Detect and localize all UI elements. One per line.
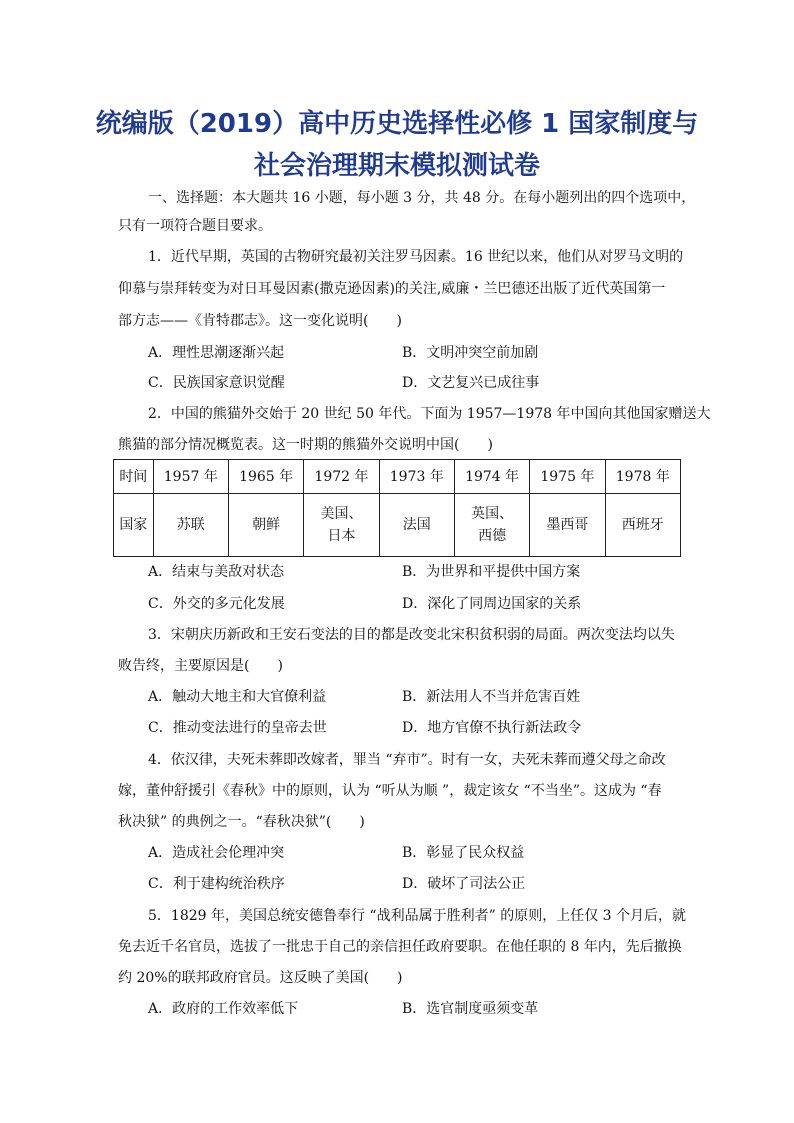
- question-5-option-a: A．政府的工作效率低下: [148, 1001, 299, 1017]
- table-row: [114, 460, 681, 494]
- question-2-option-a: A．结束与美敌对状态: [148, 564, 285, 580]
- table-cell: 墨西哥: [530, 494, 605, 557]
- question-1-option-b: B．文明冲突空前加剧: [402, 345, 539, 361]
- table-header-cell: 1972 年: [304, 460, 379, 494]
- table-cell-line: 美国、: [320, 506, 363, 522]
- table-cell: 朝鲜: [228, 494, 303, 557]
- question-4-text: 4．依汉律，夫死未葬即改嫁者，罪当 “弃市”。时有一女，夫死未葬而遵父母之命改: [148, 752, 666, 768]
- table-cell: 国家: [114, 494, 154, 557]
- page-title-line-1: 统编版（2019）高中历史选择性必修 1 国家制度与: [95, 109, 699, 139]
- question-1-option-a: A．理性思潮逐渐兴起: [148, 345, 285, 361]
- question-1-text: 1．近代早期，英国的古物研究最初关注罗马因素。16 世纪以来，他们从对罗马文明的: [148, 249, 684, 265]
- question-1-option-c: C．民族国家意识觉醒: [148, 375, 285, 391]
- question-4-option-d: D．破坏了司法公正: [402, 876, 526, 892]
- question-3-option-a: A．触动大地主和大官僚利益: [148, 689, 327, 705]
- question-5-text: 免去近千名官员，选拔了一批忠于自己的亲信担任政府要职。在他任职的 8 年内，先后撤换: [118, 939, 682, 955]
- table-cell: 法国: [379, 494, 454, 557]
- panda-gift-table: [113, 459, 681, 557]
- table-header-cell: 时间: [114, 460, 154, 494]
- table-header-cell: 1978 年: [605, 460, 680, 494]
- section-instruction: 一、选择题：本大题共 16 小题，每小题 3 分，共 48 分。在每小题列出的四个选项中，: [148, 190, 696, 206]
- question-3-option-b: B．新法用人不当并危害百姓: [402, 689, 581, 705]
- question-1-text: 仰慕与崇拜转变为对日耳曼因素(撒克逊因素)的关注,威廉・兰巴德还出版了近代英国第一: [118, 281, 666, 297]
- question-2-option-d: D．深化了同周边国家的关系: [402, 596, 582, 612]
- table-cell: 苏联: [153, 494, 228, 557]
- table-cell: [454, 494, 529, 557]
- question-5-text: 约 20%的联邦政府官员。这反映了美国( ): [118, 970, 403, 986]
- question-4-option-a: A．造成社会伦理冲突: [148, 845, 285, 861]
- table-cell-line: 日本: [327, 528, 356, 544]
- question-2-text: 2．中国的熊猫外交始于 20 世纪 50 年代。下面为 1957—1978 年中国向其他国家赠送大: [148, 406, 711, 422]
- table-cell-line: 西德: [478, 528, 507, 544]
- table-cell: 西班牙: [605, 494, 680, 557]
- question-2-text: 熊猫的部分情况概览表。这一时期的熊猫外交说明中国( ): [118, 437, 493, 453]
- table-header-cell: 1965 年: [228, 460, 303, 494]
- question-4-option-c: C．利于建构统治秩序: [148, 876, 285, 892]
- question-3-text: 败告终，主要原因是( ): [118, 658, 283, 674]
- question-3-option-d: D．地方官僚不执行新法政令: [402, 720, 582, 736]
- question-4-option-b: B．彰显了民众权益: [402, 845, 525, 861]
- section-instruction: 只有一项符合题目要求。: [118, 218, 272, 234]
- page-title-line-2: 社会治理期末模拟测试卷: [253, 151, 540, 181]
- table-cell-line: 英国、: [471, 506, 514, 522]
- question-3-option-c: C．推动变法进行的皇帝去世: [148, 720, 327, 736]
- question-2-option-c: C．外交的多元化发展: [148, 596, 285, 612]
- table-header-cell: 1973 年: [379, 460, 454, 494]
- question-3-text: 3．宋朝庆历新政和王安石变法的目的都是改变北宋积贫积弱的局面。两次变法均以失: [148, 627, 675, 643]
- table-header-cell: 1975 年: [530, 460, 605, 494]
- question-1-option-d: D．文艺复兴已成往事: [402, 375, 540, 391]
- table-header-cell: 1974 年: [454, 460, 529, 494]
- table-header-cell: 1957 年: [153, 460, 228, 494]
- question-5-text: 5．1829 年，美国总统安德鲁奉行 “战利品属于胜利者” 的原则，上任仅 3 个月后，就: [148, 908, 687, 924]
- table-cell: [304, 494, 379, 557]
- question-4-text: 嫁，董仲舒援引《春秋》中的原则，认为 “听从为顺 ”，裁定该女 “不当坐”。这成为 “春: [118, 783, 662, 799]
- question-2-option-b: B．为世界和平提供中国方案: [402, 564, 581, 580]
- table-row: [114, 494, 681, 557]
- question-4-text: 秋决狱” 的典例之一。“春秋决狱”( ): [118, 814, 365, 830]
- question-1-text: 部方志——《肯特郡志》。这一变化说明( ): [118, 313, 402, 329]
- question-5-option-b: B．选官制度亟须变革: [402, 1001, 539, 1017]
